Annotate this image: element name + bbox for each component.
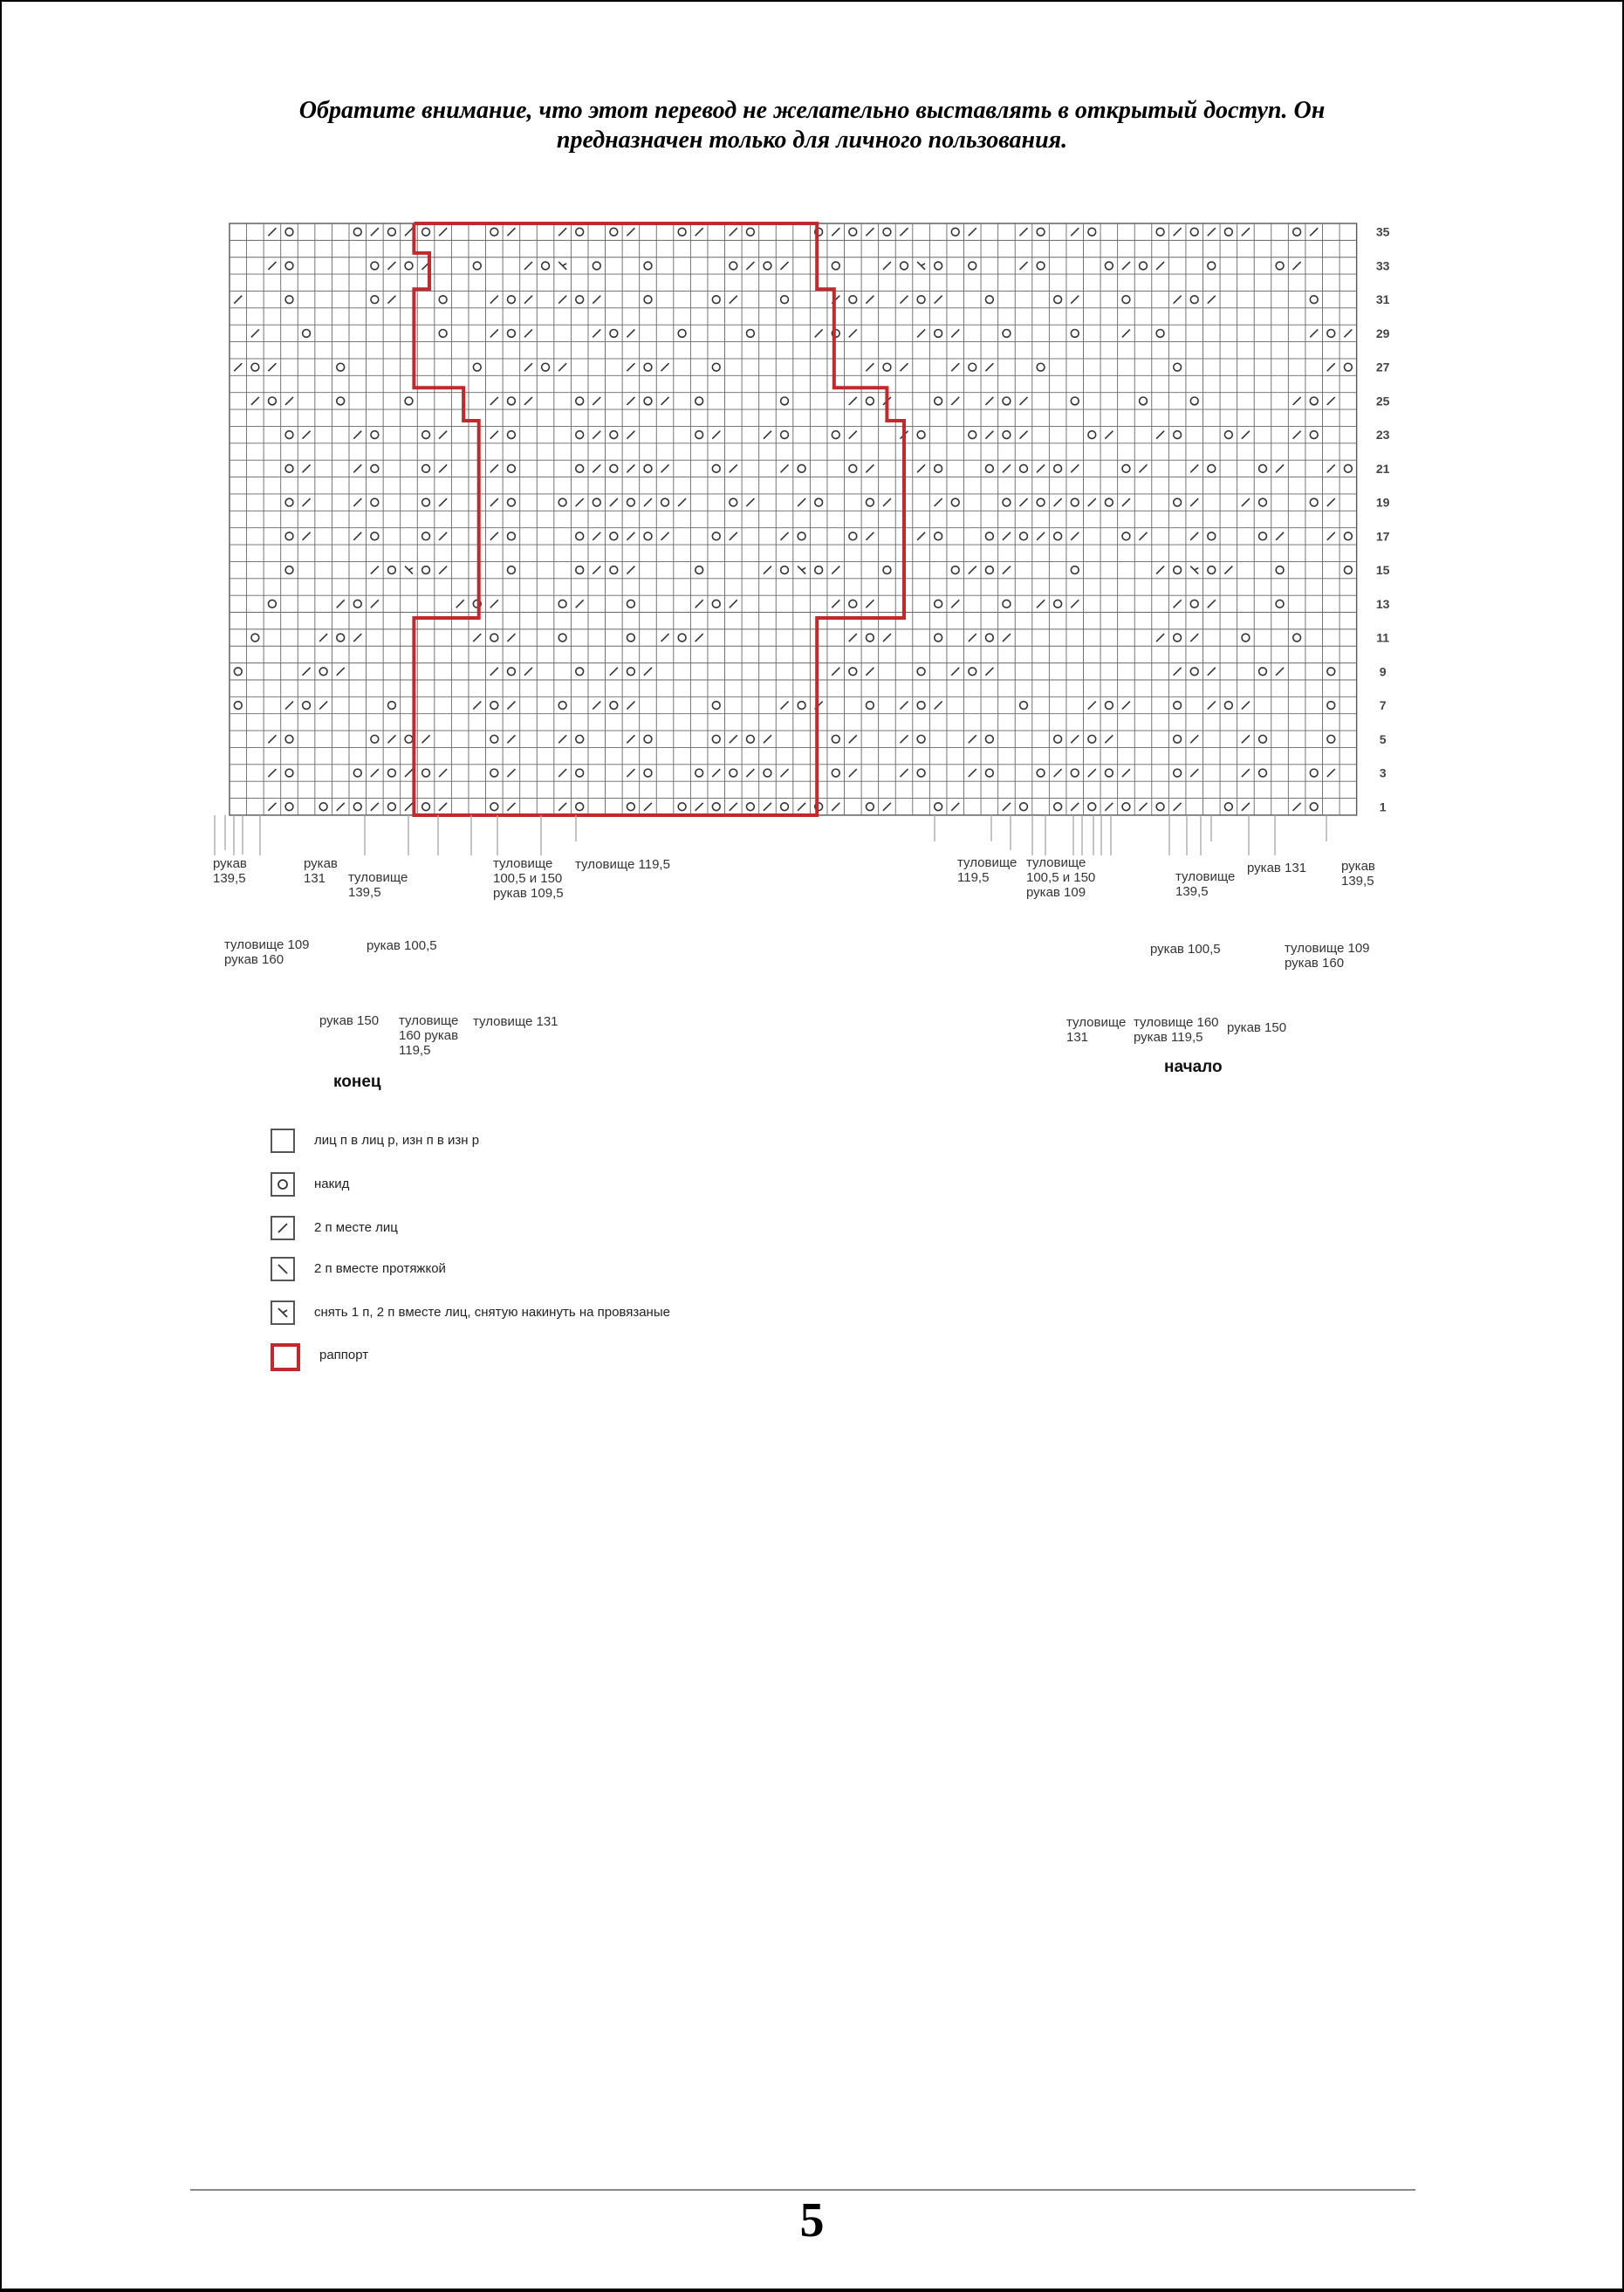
marker-body-131-right: туловище 131 [1066, 1015, 1127, 1045]
row-number-label: 35 [1375, 224, 1390, 239]
blank-cell-icon [271, 1129, 295, 1153]
ssk-icon [271, 1257, 295, 1281]
marker-body-160-left: туловище 160 рукав 119,5 [399, 1013, 459, 1058]
yarn-over-icon [271, 1172, 295, 1197]
marker-body-139-5-right: туловище 139,5 [1175, 869, 1236, 899]
legend-item-sk2p [271, 1300, 881, 1330]
marker-body-131-left: туловище 131 [473, 1014, 558, 1029]
marker-sleeve-150-left: рукав 150 [319, 1013, 380, 1028]
rapport-icon [271, 1343, 300, 1371]
k2tog-icon [271, 1216, 295, 1240]
row-number-label: 29 [1375, 326, 1390, 340]
marker-body-160-right: туловище 160 рукав 119,5 [1134, 1015, 1219, 1045]
notice-line-2: предназначен только для личного пользования. [556, 127, 1068, 154]
footer-divider [190, 2189, 1415, 2191]
legend-item-knit-purl [271, 1129, 881, 1158]
legend-item-ssk [271, 1257, 881, 1287]
marker-sleeve-100-5-left: рукав 100,5 [367, 938, 437, 953]
row-number-label: 7 [1379, 698, 1387, 713]
marker-sleeve-150-right: рукав 150 [1227, 1020, 1287, 1035]
notice-text [0, 96, 1624, 155]
row-number-label: 17 [1375, 529, 1390, 544]
legend-item-yarn-over [271, 1172, 881, 1202]
row-number-label: 3 [1379, 765, 1387, 780]
page-number: 5 [799, 2193, 825, 2247]
marker-body-100-5-150-right: туловище 100,5 и 150 рукав 109 [1026, 855, 1096, 900]
row-number-label: 15 [1375, 563, 1390, 578]
marker-sleeve-131-left: рукав 131 [304, 856, 338, 886]
row-number-label: 5 [1379, 731, 1387, 746]
row-number-label: 1 [1379, 799, 1387, 814]
marker-body-109-right: туловище 109 рукав 160 [1285, 941, 1370, 971]
row-number-label: 31 [1375, 292, 1390, 307]
legend-text: снять 1 п, 2 п вместе лиц, снятую накинуть на провязаные [314, 1305, 670, 1320]
sk2p-icon [271, 1300, 295, 1325]
legend-text: 2 п месте лиц [314, 1220, 398, 1235]
marker-sleeve-139-5-left: рукав 139,5 [213, 856, 247, 886]
row-number-label: 21 [1375, 461, 1390, 476]
marker-body-109-left: туловище 109 рукав 160 [224, 937, 310, 967]
legend-text: накид [314, 1177, 350, 1191]
marker-sleeve-100-5-right: рукав 100,5 [1150, 942, 1221, 957]
notice-line-1: Обратите внимание, что этот перевод не желательно выставлять в открытый доступ. Он [298, 97, 1326, 124]
marker-body-139-5-left: туловище 139,5 [348, 870, 408, 900]
legend-text: 2 п вместе протяжкой [314, 1261, 446, 1276]
row-number-label: 13 [1375, 596, 1390, 611]
legend-item-k2tog [271, 1216, 881, 1246]
row-number-label: 33 [1375, 258, 1390, 273]
label-end: конец [333, 1073, 381, 1091]
marker-body-100-5-150-left: туловище 100,5 и 150 рукав 109,5 [493, 856, 564, 901]
legend-item-rapport [271, 1343, 881, 1373]
row-number-label: 19 [1375, 495, 1390, 510]
marker-body-119-5-right: туловище 119,5 [957, 855, 1018, 885]
row-number-label: 25 [1375, 394, 1390, 408]
marker-sleeve-131-right: рукав 131 [1247, 861, 1307, 875]
row-number-label: 23 [1375, 428, 1390, 443]
label-start: начало [1164, 1058, 1223, 1076]
marker-body-119-5-left: туловище 119,5 [575, 857, 670, 872]
row-number-label: 27 [1375, 360, 1390, 374]
legend-text: лиц п в лиц р, изн п в изн р [314, 1133, 480, 1148]
legend-text: раппорт [319, 1348, 369, 1362]
row-number-label: 9 [1379, 664, 1387, 679]
marker-sleeve-139-5-right: рукав 139,5 [1341, 859, 1375, 889]
row-number-label: 11 [1376, 630, 1390, 645]
knitting-chart [209, 209, 1449, 855]
